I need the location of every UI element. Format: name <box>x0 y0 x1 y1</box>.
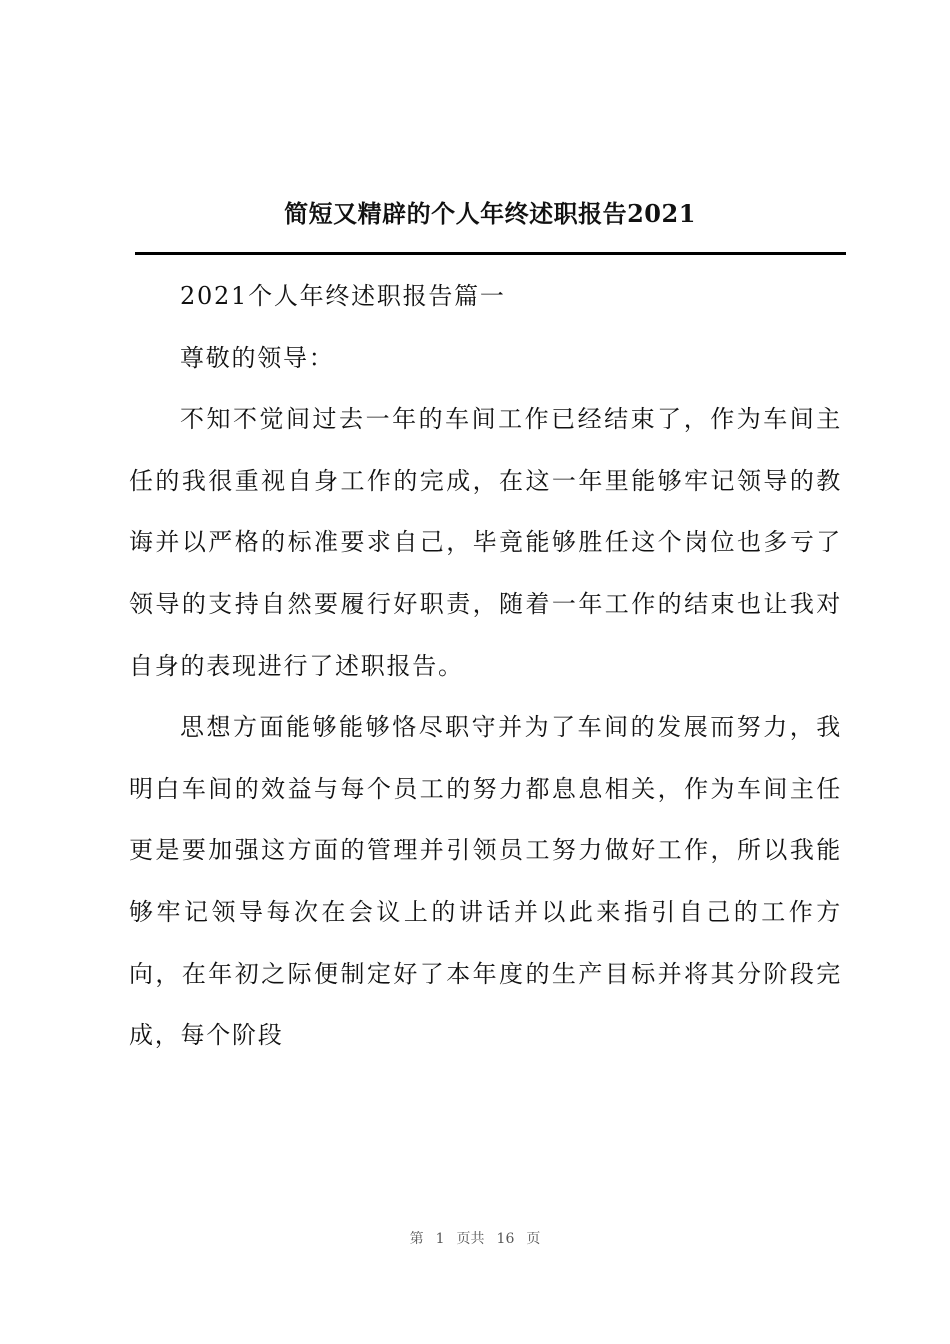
body-paragraph: 思想方面能够能够恪尽职守并为了车间的发展而努力，我明白车间的效益与每个员工的努力都息息相关，作为车间主任更是要加强这方面的管理并引领员工努力做好工作，所以我能够牢记领导每次在会议上的讲话并以此来指引自己的工作方向，在年初之际便制定好了本年度的生产目标并将其分阶段完成，每个阶段 <box>129 713 842 1050</box>
title-divider <box>135 252 846 255</box>
body-paragraph: 不知不觉间过去一年的车间工作已经结束了，作为车间主任的我很重视自身工作的完成，在这一年里能够牢记领导的教诲并以严格的标准要求自己，毕竟能够胜任这个岗位也多亏了领导的支持自然要履行好职责，随着一年工作的结束也让我对自身的表现进行了述职报告。 <box>129 405 842 680</box>
footer-total-pages: 16 <box>496 1231 515 1247</box>
document-title: 简短又精辟的个人年终述职报告2021 <box>284 199 696 228</box>
page-footer <box>0 1229 950 1249</box>
document-body <box>129 266 842 1067</box>
salutation: 尊敬的领导： <box>180 343 335 372</box>
footer-page-number: 1 <box>435 1231 445 1247</box>
footer-prefix: 第 <box>409 1231 424 1247</box>
section-heading: 2021个人年终述职报告篇一 <box>180 282 506 310</box>
footer-middle: 页共 <box>456 1231 485 1247</box>
footer-suffix: 页 <box>526 1231 541 1247</box>
